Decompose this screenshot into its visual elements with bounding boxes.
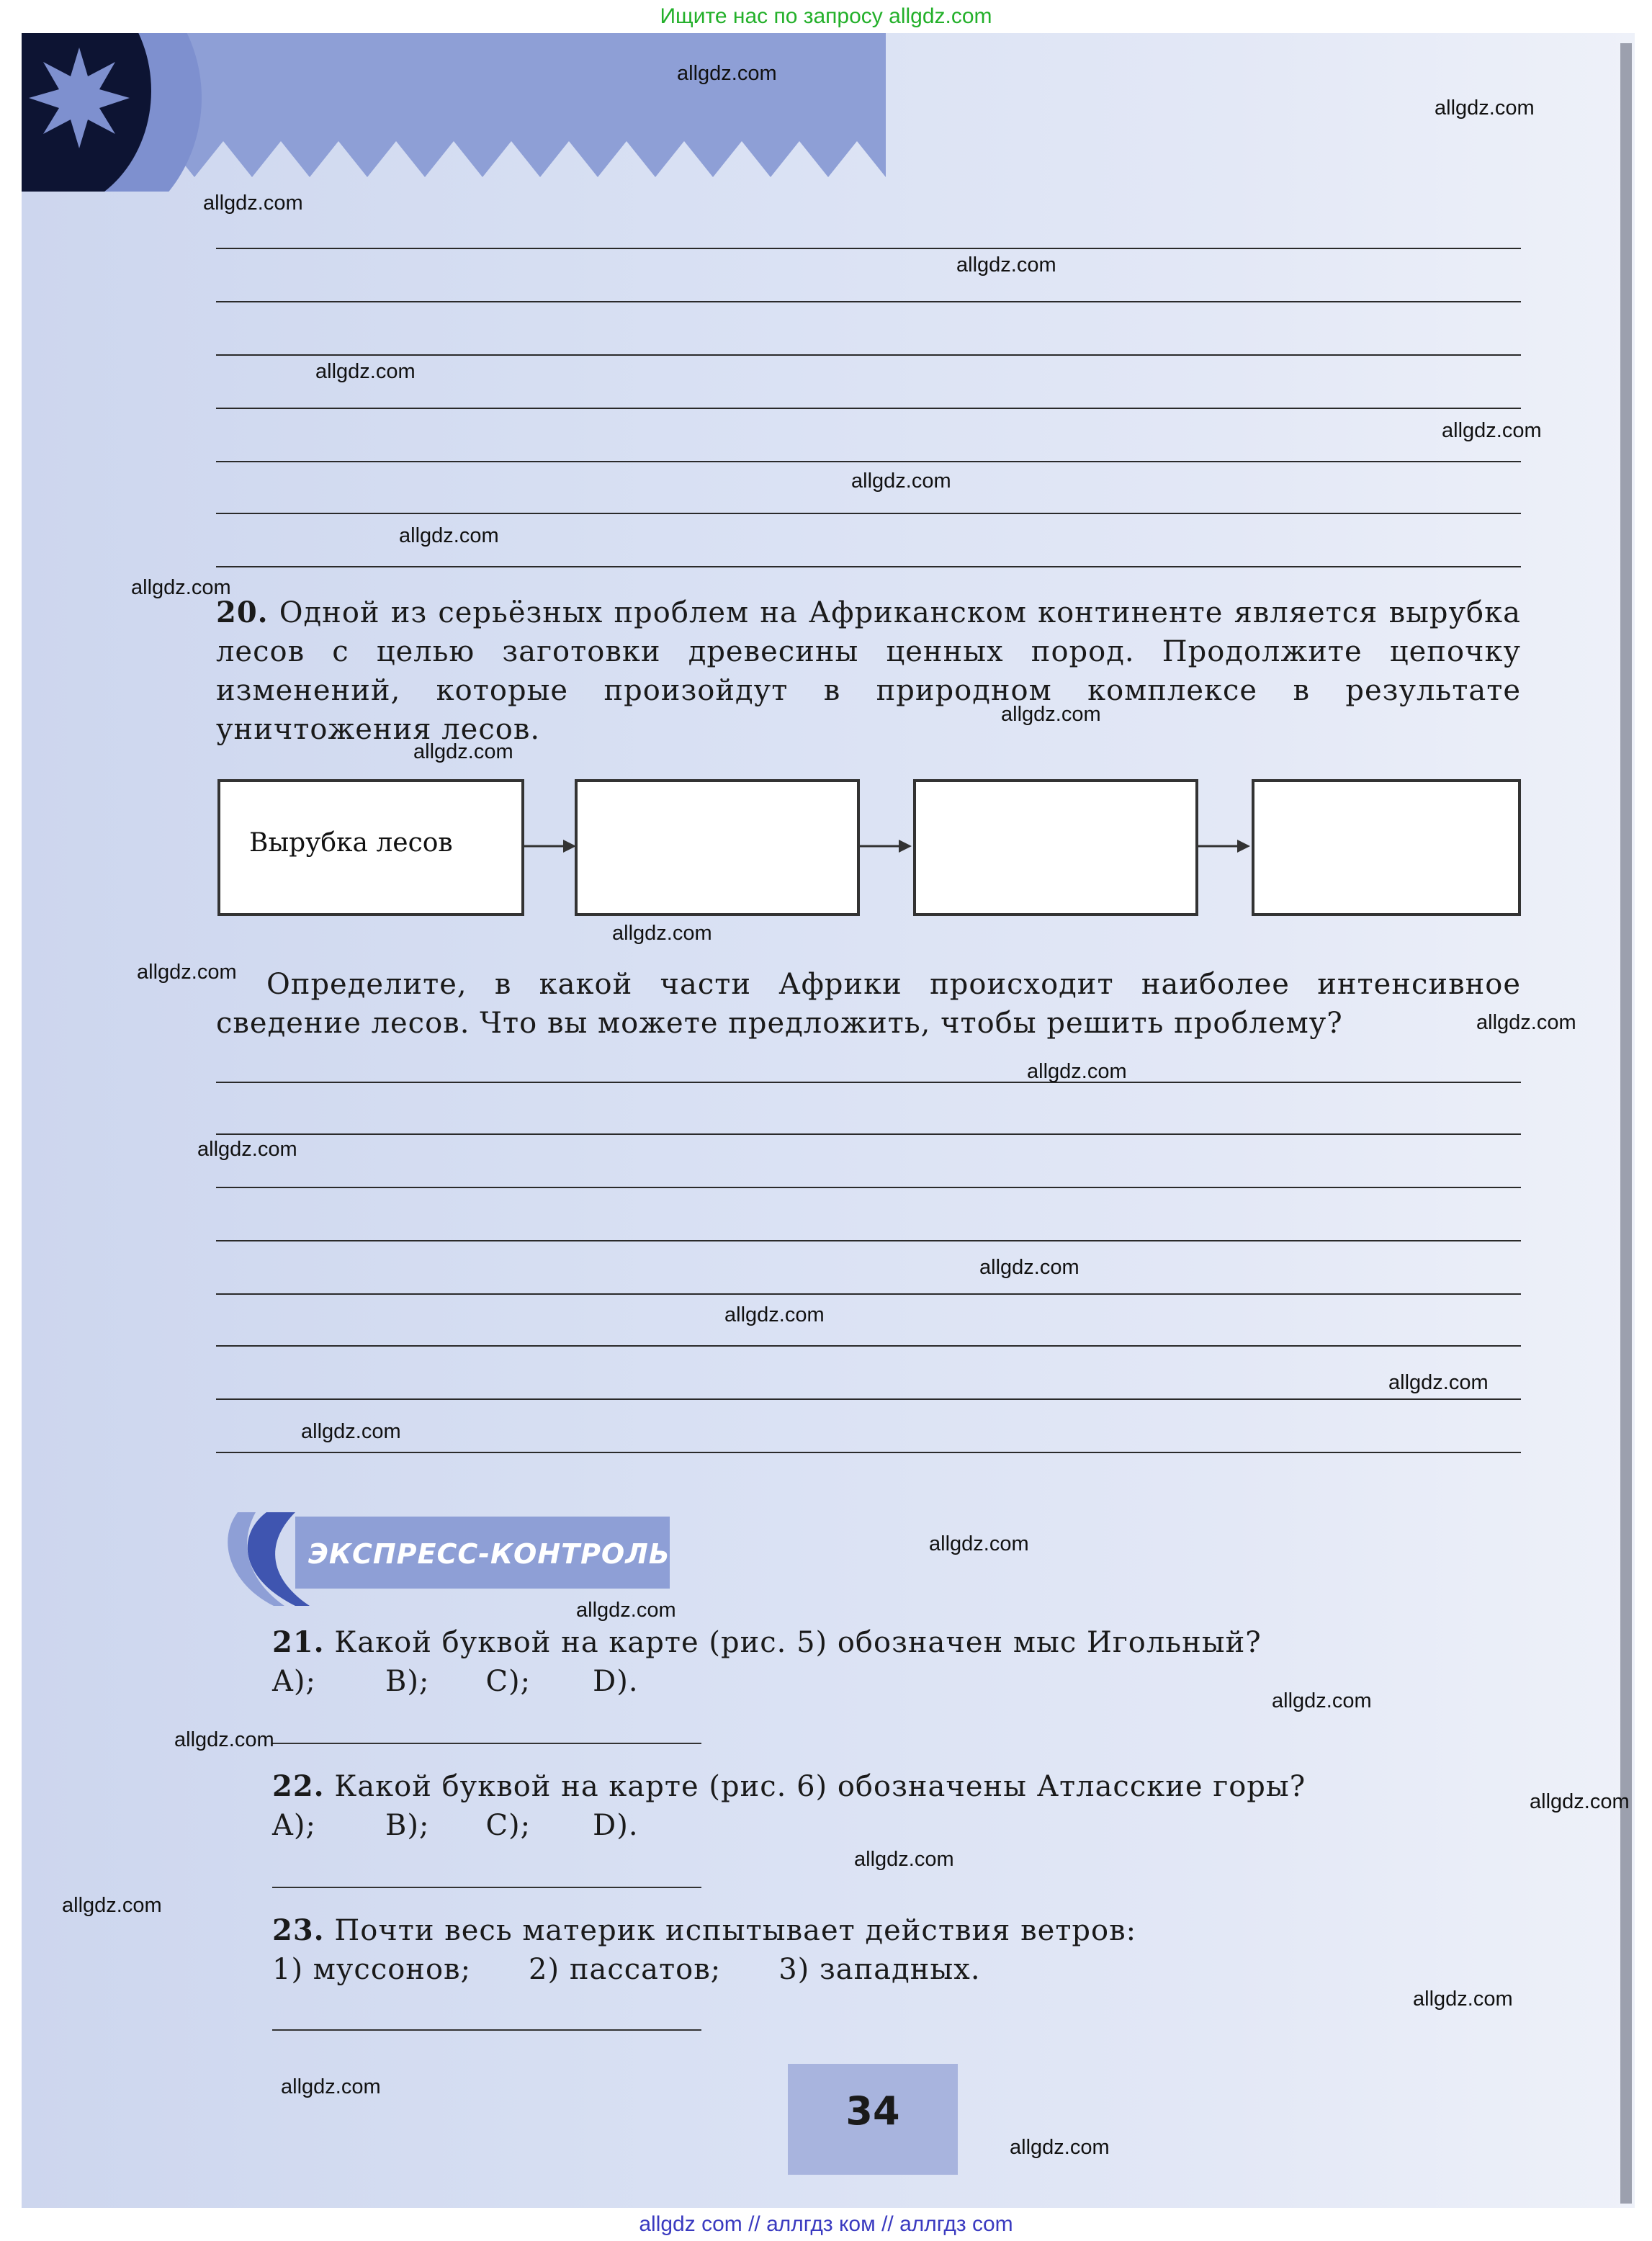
watermark: allgdz.com	[137, 961, 237, 984]
task-20-text	[216, 593, 1521, 749]
answer-line[interactable]	[272, 1887, 701, 1888]
arrow-right-icon	[523, 835, 578, 857]
answer-line[interactable]	[216, 566, 1521, 567]
option-a[interactable]: A);	[272, 1665, 316, 1698]
watermark: allgdz.com	[131, 576, 231, 599]
watermark: allgdz.com	[1388, 1371, 1489, 1394]
watermark: allgdz.com	[1027, 1060, 1127, 1083]
page-sheet	[22, 33, 1635, 2208]
answer-line[interactable]	[216, 354, 1521, 356]
answer-line[interactable]	[216, 301, 1521, 302]
option-1[interactable]: 1) муссонов;	[272, 1953, 472, 1986]
top-banner[interactable]: Ищите нас по запросу allgdz.com	[0, 0, 1652, 33]
watermark: allgdz.com	[1001, 703, 1101, 726]
watermark: allgdz.com	[315, 360, 416, 383]
question-number: 22.	[272, 1769, 325, 1803]
chain-box-3[interactable]	[913, 779, 1198, 916]
question-23-options	[272, 1950, 981, 1989]
page-number: 34	[845, 2088, 900, 2134]
watermark: allgdz.com	[197, 1138, 297, 1161]
option-2[interactable]: 2) пассатов;	[529, 1953, 722, 1986]
question-text: Какой буквой на карте (рис. 5) обозначен мыс Игольный?	[334, 1626, 1262, 1659]
answer-line[interactable]	[216, 1452, 1521, 1453]
task-20-body: Одной из серьёзных проблем на Африканском континенте является вырубка лесов с целью заготовки древесины ценных пород. Продолжите цепочку изменений, которые произойдут в природном комплексе в результате уничтожения лесов.	[216, 596, 1521, 746]
header-decoration	[22, 33, 886, 192]
chain-box-4[interactable]	[1252, 779, 1521, 916]
watermark: allgdz.com	[301, 1420, 401, 1443]
watermark: allgdz.com	[677, 62, 777, 85]
answer-line[interactable]	[216, 1187, 1521, 1188]
watermark: allgdz.com	[576, 1599, 676, 1622]
chain-box-1[interactable]	[217, 779, 524, 916]
option-b[interactable]: B);	[385, 1665, 430, 1698]
watermark: allgdz.com	[724, 1303, 825, 1326]
watermark: allgdz.com	[1272, 1689, 1372, 1712]
answer-line[interactable]	[272, 2029, 701, 2031]
task-20-followup: Определите, в какой части Африки происходит наиболее интенсивное сведение лесов. Что вы можете предложить, чтобы решить проблему?	[216, 968, 1521, 1040]
option-c[interactable]: C);	[485, 1809, 531, 1842]
question-text: Почти весь материк испытывает действия ветров:	[334, 1914, 1137, 1947]
answer-line[interactable]	[216, 408, 1521, 409]
question-21	[272, 1623, 1262, 1662]
answer-line[interactable]	[216, 1240, 1521, 1241]
watermark: allgdz.com	[1530, 1790, 1630, 1813]
option-c[interactable]: C);	[485, 1665, 531, 1698]
bottom-banner[interactable]: allgdz com // аллгдз ком // аллгдз com	[0, 2208, 1652, 2241]
answer-line[interactable]	[216, 513, 1521, 514]
watermark: allgdz.com	[174, 1728, 274, 1751]
watermark: allgdz.com	[62, 1894, 162, 1917]
watermark: allgdz.com	[979, 1256, 1079, 1279]
watermark: allgdz.com	[1010, 2136, 1110, 2159]
watermark: allgdz.com	[956, 253, 1056, 277]
watermark: allgdz.com	[1413, 1988, 1513, 2011]
option-d[interactable]: D).	[593, 1665, 639, 1698]
answer-line[interactable]	[216, 461, 1521, 462]
question-22	[272, 1767, 1306, 1806]
question-22-options	[272, 1806, 639, 1845]
answer-line[interactable]	[216, 1082, 1521, 1083]
question-21-options	[272, 1662, 639, 1701]
watermark: allgdz.com	[399, 524, 499, 547]
star-icon	[29, 48, 130, 148]
watermark: allgdz.com	[413, 740, 513, 763]
answer-line[interactable]	[216, 1345, 1521, 1347]
question-number: 23.	[272, 1913, 325, 1947]
question-23	[272, 1911, 1136, 1950]
watermark: allgdz.com	[854, 1848, 954, 1871]
page-edge-shadow	[1620, 43, 1632, 2204]
option-3[interactable]: 3) западных.	[778, 1953, 981, 1986]
chain-box-label: Вырубка лесов	[249, 828, 453, 858]
answer-line[interactable]	[216, 1293, 1521, 1295]
answer-line[interactable]	[216, 1398, 1521, 1400]
option-a[interactable]: A);	[272, 1809, 316, 1842]
arrow-right-icon	[1197, 835, 1252, 857]
section-title: ЭКСПРЕСС-КОНТРОЛЬ	[308, 1538, 670, 1570]
task-20-number: 20.	[216, 596, 269, 629]
answer-line[interactable]	[216, 1133, 1521, 1135]
question-number: 21.	[272, 1625, 325, 1659]
watermark: allgdz.com	[612, 922, 712, 945]
watermark: allgdz.com	[929, 1532, 1029, 1555]
option-b[interactable]: B);	[385, 1809, 430, 1842]
watermark: allgdz.com	[1476, 1011, 1576, 1034]
watermark: allgdz.com	[203, 192, 303, 215]
answer-line[interactable]	[272, 1743, 701, 1744]
chain-box-2[interactable]	[575, 779, 860, 916]
watermark: allgdz.com	[281, 2075, 381, 2098]
answer-line[interactable]	[216, 248, 1521, 249]
arrow-right-icon	[858, 835, 913, 857]
question-text: Какой буквой на карте (рис. 6) обозначены Атласские горы?	[334, 1770, 1306, 1803]
option-d[interactable]: D).	[593, 1809, 639, 1842]
watermark: allgdz.com	[1442, 419, 1542, 442]
watermark: allgdz.com	[1435, 96, 1535, 120]
watermark: allgdz.com	[851, 470, 951, 493]
